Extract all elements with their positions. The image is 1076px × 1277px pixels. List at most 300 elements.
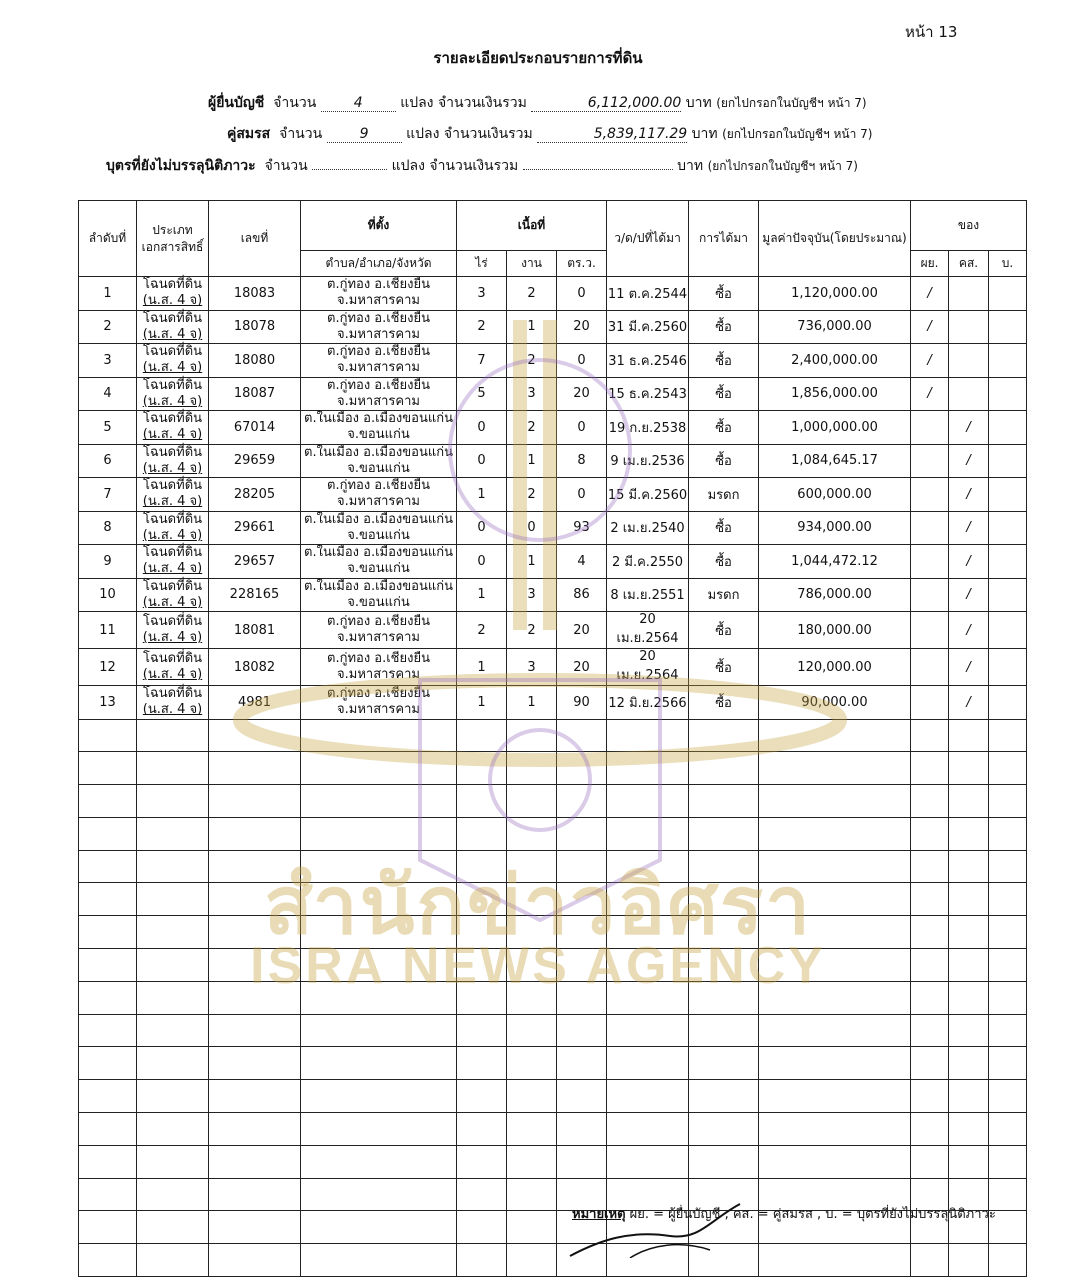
doc-type: [137, 649, 209, 686]
area-ngan: [507, 719, 557, 752]
header-location-sub: ตำบล/อำเภอ/จังหวัด: [301, 251, 457, 277]
owner-declarant-mark: [911, 1047, 949, 1080]
acquired-date: [607, 1113, 689, 1146]
doc-type-line1: โฉนดที่ดิน: [142, 613, 203, 629]
location-line1: ต.ในเมือง อ.เมืองขอนแก่น: [304, 578, 453, 594]
table-row: [79, 444, 1027, 478]
current-value: 1,084,645.17: [759, 444, 911, 478]
owner-declarant-mark: [911, 649, 949, 686]
footnote-label: หมายเหตุ: [572, 1207, 626, 1222]
area-rai: [457, 785, 507, 818]
empty-row: [79, 1047, 1027, 1080]
current-value: 600,000.00: [759, 478, 911, 512]
row-no: 1: [79, 277, 137, 311]
row-no: [79, 1145, 137, 1178]
area-rai: [457, 1014, 507, 1047]
doc-number: 29659: [209, 444, 301, 478]
plot-count: [312, 169, 387, 170]
row-no: 4: [79, 377, 137, 411]
empty-row: [79, 1113, 1027, 1146]
current-value: 934,000.00: [759, 511, 911, 545]
current-value: 1,044,472.12: [759, 545, 911, 579]
header-doc-no: เลขที่: [209, 201, 301, 277]
acquisition-method: [689, 1080, 759, 1113]
location: [301, 785, 457, 818]
area-rai: 0: [457, 545, 507, 579]
location-line1: ต.ในเมือง อ.เมืองขอนแก่น: [304, 511, 453, 527]
row-no: [79, 1178, 137, 1211]
row-no: [79, 752, 137, 785]
acquisition-method: มรดก: [689, 578, 759, 612]
header-value: มูลค่าปัจจุบัน(โดยประมาณ): [759, 201, 911, 277]
owner-spouse-mark: [949, 1244, 989, 1277]
doc-number: 4981: [209, 686, 301, 720]
header-owner-spouse: คส.: [949, 251, 989, 277]
area-ngan: [507, 752, 557, 785]
doc-type-line2: (น.ส. 4 จ): [142, 393, 203, 409]
owner-spouse-mark: /: [949, 478, 989, 512]
current-value: [759, 1145, 911, 1178]
current-value: [759, 1080, 911, 1113]
doc-type-line1: โฉนดที่ดิน: [142, 444, 203, 460]
owner-child-mark: [989, 1244, 1027, 1277]
table-row: [79, 344, 1027, 378]
location-line2: จ.ขอนแก่น: [347, 527, 410, 543]
area-ngan: [507, 1145, 557, 1178]
area-rai: [457, 752, 507, 785]
doc-number: 29657: [209, 545, 301, 579]
acquired-date: [607, 719, 689, 752]
doc-number: 28205: [209, 478, 301, 512]
acquisition-method: ซื้อ: [689, 511, 759, 545]
carry-note: (ยกไปกรอกในบัญชีฯ หน้า 7): [722, 127, 873, 141]
acquisition-method: [689, 752, 759, 785]
doc-number: 228165: [209, 578, 301, 612]
doc-type: [137, 686, 209, 720]
location-line1: ต.ในเมือง อ.เมืองขอนแก่น: [304, 411, 453, 426]
land-table: [78, 200, 1027, 1277]
doc-number: [209, 752, 301, 785]
header-no: ลำดับที่: [79, 201, 137, 277]
row-no: 11: [79, 612, 137, 649]
current-value: [759, 1047, 911, 1080]
location-line2: จ.มหาสารคาม: [337, 494, 420, 510]
location: [301, 1014, 457, 1047]
doc-number: [209, 1178, 301, 1211]
table-row: [79, 686, 1027, 720]
table-row: [79, 478, 1027, 512]
acquisition-method: ซื้อ: [689, 686, 759, 720]
doc-type: [137, 1113, 209, 1146]
owner-child-mark: [989, 444, 1027, 478]
current-value: 120,000.00: [759, 649, 911, 686]
doc-type: [137, 1047, 209, 1080]
doc-number: [209, 1047, 301, 1080]
owner-declarant-mark: [911, 686, 949, 720]
owner-declarant-mark: [911, 545, 949, 579]
acquisition-method: [689, 719, 759, 752]
location: [301, 511, 457, 545]
area-ngan: 2: [507, 344, 557, 378]
row-no: 6: [79, 444, 137, 478]
doc-type: [137, 612, 209, 649]
location: [301, 478, 457, 512]
area-rai: [457, 1178, 507, 1211]
acquisition-method: ซื้อ: [689, 277, 759, 311]
owner-declarant-mark: /: [911, 277, 949, 311]
current-value: [759, 719, 911, 752]
location-line1: ต.กู่ทอง อ.เชียงยืน: [327, 277, 430, 292]
area-ngan: 3: [507, 377, 557, 411]
acquired-date: 31 มี.ค.2560: [607, 310, 689, 344]
area-wa: 4: [557, 545, 607, 579]
summary-label: คู่สมรส: [227, 126, 271, 142]
area-ngan: [507, 1211, 557, 1244]
owner-child-mark: [989, 1047, 1027, 1080]
owner-child-mark: [989, 545, 1027, 579]
doc-type-line1: โฉนดที่ดิน: [142, 545, 203, 560]
owner-child-mark: [989, 377, 1027, 411]
current-value: [759, 1113, 911, 1146]
area-wa: 8: [557, 444, 607, 478]
area-ngan: 3: [507, 649, 557, 686]
owner-child-mark: [989, 1145, 1027, 1178]
owner-declarant-mark: [911, 411, 949, 445]
table-row: [79, 277, 1027, 311]
area-rai: 0: [457, 511, 507, 545]
doc-type: [137, 752, 209, 785]
plot-count: 9: [327, 126, 402, 143]
table-row: [79, 612, 1027, 649]
doc-type-line2: (น.ส. 4 จ): [142, 594, 203, 610]
doc-type-line1: โฉนดที่ดิน: [142, 478, 203, 493]
area-rai: [457, 1080, 507, 1113]
location: [301, 545, 457, 579]
current-value: 180,000.00: [759, 612, 911, 649]
doc-type: [137, 444, 209, 478]
header-rai: ไร่: [457, 251, 507, 277]
summary-spouse: [227, 123, 873, 145]
owner-child-mark: [989, 752, 1027, 785]
doc-type: [137, 511, 209, 545]
location: [301, 1211, 457, 1244]
location-line2: จ.มหาสารคาม: [337, 293, 420, 309]
acquired-date: [607, 752, 689, 785]
total-label: จำนวนเงินรวม: [437, 95, 527, 111]
area-ngan: [507, 1014, 557, 1047]
header-owner-declarant: ผย.: [911, 251, 949, 277]
location-line2: จ.มหาสารคาม: [337, 326, 420, 342]
owner-declarant-mark: [911, 752, 949, 785]
area-ngan: [507, 785, 557, 818]
area-ngan: 1: [507, 545, 557, 579]
summary-label: ผู้ยื่นบัญชี: [208, 95, 265, 111]
owner-spouse-mark: /: [949, 511, 989, 545]
acquired-date: 11 ต.ค.2544: [607, 277, 689, 311]
owner-spouse-mark: /: [949, 612, 989, 649]
doc-type: [137, 1178, 209, 1211]
acquired-date: 20 เม.ย.2564: [607, 649, 689, 686]
acquisition-method: ซื้อ: [689, 649, 759, 686]
acquisition-method: ซื้อ: [689, 377, 759, 411]
doc-type-line2: (น.ส. 4 จ): [142, 527, 203, 543]
row-no: [79, 1080, 137, 1113]
current-value: 1,856,000.00: [759, 377, 911, 411]
owner-spouse-mark: [949, 785, 989, 818]
table-row: [79, 578, 1027, 612]
location: [301, 1047, 457, 1080]
header-ngan: งาน: [507, 251, 557, 277]
area-ngan: 0: [507, 511, 557, 545]
doc-type-line2: (น.ส. 4 จ): [142, 427, 203, 443]
area-wa: 20: [557, 612, 607, 649]
owner-child-mark: [989, 649, 1027, 686]
location-line1: ต.กู่ทอง อ.เชียงยืน: [327, 478, 430, 493]
doc-type-line2: (น.ส. 4 จ): [142, 460, 203, 476]
empty-row: [79, 719, 1027, 752]
acquired-date: 2 มี.ค.2550: [607, 545, 689, 579]
location-line2: จ.ขอนแก่น: [347, 427, 410, 443]
doc-type: [137, 277, 209, 311]
acquired-date: 12 มิ.ย.2566: [607, 686, 689, 720]
owner-spouse-mark: [949, 752, 989, 785]
empty-row: [79, 1244, 1027, 1277]
doc-number: 18083: [209, 277, 301, 311]
summary-declarant: [208, 92, 867, 114]
owner-declarant-mark: [911, 785, 949, 818]
doc-type-line1: โฉนดที่ดิน: [142, 277, 203, 292]
doc-number: [209, 785, 301, 818]
owner-declarant-mark: [911, 1014, 949, 1047]
doc-number: 67014: [209, 411, 301, 445]
current-value: [759, 785, 911, 818]
location-line2: จ.ขอนแก่น: [347, 561, 410, 577]
header-doc-type: ประเภทเอกสารสิทธิ์: [137, 201, 209, 277]
owner-declarant-mark: [911, 612, 949, 649]
location: [301, 752, 457, 785]
acquired-date: 9 เม.ย.2536: [607, 444, 689, 478]
owner-spouse-mark: [949, 277, 989, 311]
unit-label: แปลง: [406, 126, 440, 142]
owner-spouse-mark: [949, 377, 989, 411]
area-rai: 1: [457, 478, 507, 512]
owner-spouse-mark: [949, 1047, 989, 1080]
location-line2: จ.มหาสารคาม: [337, 630, 420, 645]
acquired-date: 20 เม.ย.2564: [607, 612, 689, 649]
area-rai: 1: [457, 649, 507, 686]
header-acquired: การได้มา: [689, 201, 759, 277]
doc-number: [209, 719, 301, 752]
location: [301, 277, 457, 311]
acquired-date: 2 เม.ย.2540: [607, 511, 689, 545]
empty-row: [79, 1014, 1027, 1047]
owner-spouse-mark: /: [949, 545, 989, 579]
header-area: เนื้อที่: [457, 201, 607, 251]
table-row: [79, 377, 1027, 411]
owner-declarant-mark: [911, 444, 949, 478]
doc-number: 18087: [209, 377, 301, 411]
area-ngan: [507, 1047, 557, 1080]
location-line1: ต.กู่ทอง อ.เชียงยืน: [327, 377, 430, 393]
carry-note: (ยกไปกรอกในบัญชีฯ หน้า 7): [716, 96, 867, 110]
area-wa: 90: [557, 686, 607, 720]
owner-child-mark: [989, 719, 1027, 752]
row-no: [79, 1211, 137, 1244]
unit-label: แปลง: [400, 95, 434, 111]
doc-type: [137, 411, 209, 445]
doc-type: [137, 1211, 209, 1244]
location: [301, 310, 457, 344]
area-wa: 20: [557, 310, 607, 344]
location: [301, 578, 457, 612]
doc-type: [137, 478, 209, 512]
location: [301, 686, 457, 720]
area-ngan: 1: [507, 444, 557, 478]
owner-spouse-mark: /: [949, 649, 989, 686]
owner-declarant-mark: /: [911, 377, 949, 411]
owner-spouse-mark: [949, 1080, 989, 1113]
owner-declarant-mark: [911, 1113, 949, 1146]
owner-child-mark: [989, 686, 1027, 720]
watermark-english: ISRA NEWS AGENCY: [250, 937, 826, 995]
acquisition-method: [689, 785, 759, 818]
location: [301, 1145, 457, 1178]
owner-child-mark: [989, 310, 1027, 344]
area-rai: 1: [457, 578, 507, 612]
owner-declarant-mark: [911, 719, 949, 752]
signature: [560, 1200, 760, 1258]
area-wa: 0: [557, 411, 607, 445]
acquired-date: [607, 1080, 689, 1113]
doc-type-line1: โฉนดที่ดิน: [142, 511, 203, 527]
total-amount: 5,839,117.29: [537, 126, 687, 143]
owner-spouse-mark: [949, 344, 989, 378]
acquired-date: [607, 1014, 689, 1047]
area-wa: 0: [557, 277, 607, 311]
location: [301, 411, 457, 445]
doc-number: [209, 1145, 301, 1178]
doc-type-line2: (น.ส. 4 จ): [142, 561, 203, 577]
acquisition-method: [689, 1113, 759, 1146]
acquired-date: [607, 785, 689, 818]
table-row: [79, 411, 1027, 445]
location: [301, 1178, 457, 1211]
location-line2: จ.มหาสารคาม: [337, 360, 420, 376]
area-rai: 2: [457, 612, 507, 649]
doc-type-line2: (น.ส. 4 จ): [142, 630, 203, 645]
acquisition-method: ซื้อ: [689, 344, 759, 378]
location: [301, 649, 457, 686]
current-value: 1,000,000.00: [759, 411, 911, 445]
doc-type: [137, 545, 209, 579]
current-value: [759, 752, 911, 785]
acquisition-method: [689, 1047, 759, 1080]
current-value: 90,000.00: [759, 686, 911, 720]
location: [301, 377, 457, 411]
area-wa: [557, 1113, 607, 1146]
empty-row: [79, 1145, 1027, 1178]
location: [301, 719, 457, 752]
owner-child-mark: [989, 785, 1027, 818]
doc-type: [137, 344, 209, 378]
doc-type: [137, 578, 209, 612]
doc-number: 18081: [209, 612, 301, 649]
currency-label: บาท: [677, 158, 704, 174]
area-rai: [457, 1244, 507, 1277]
count-label: จำนวน: [264, 158, 308, 174]
row-no: [79, 1244, 137, 1277]
row-no: 3: [79, 344, 137, 378]
doc-type-line2: (น.ส. 4 จ): [142, 360, 203, 376]
area-wa: 0: [557, 478, 607, 512]
owner-spouse-mark: [949, 1145, 989, 1178]
row-no: 12: [79, 649, 137, 686]
acquired-date: [607, 1145, 689, 1178]
doc-number: [209, 1014, 301, 1047]
location-line1: ต.ในเมือง อ.เมืองขอนแก่น: [304, 444, 453, 460]
owner-child-mark: [989, 478, 1027, 512]
acquired-date: 15 มี.ค.2560: [607, 478, 689, 512]
area-ngan: [507, 1113, 557, 1146]
area-ngan: [507, 1178, 557, 1211]
owner-spouse-mark: /: [949, 578, 989, 612]
owner-child-mark: [989, 277, 1027, 311]
header-location: ที่ตั้ง: [301, 201, 457, 251]
row-no: 2: [79, 310, 137, 344]
location: [301, 1080, 457, 1113]
doc-type: [137, 377, 209, 411]
row-no: 9: [79, 545, 137, 579]
location: [301, 444, 457, 478]
doc-number: 18078: [209, 310, 301, 344]
location: [301, 1113, 457, 1146]
location-line1: ต.กู่ทอง อ.เชียงยืน: [327, 686, 430, 701]
area-wa: 93: [557, 511, 607, 545]
area-wa: [557, 1047, 607, 1080]
acquisition-method: มรดก: [689, 478, 759, 512]
owner-declarant-mark: /: [911, 310, 949, 344]
doc-type-line1: โฉนดที่ดิน: [142, 377, 203, 393]
current-value: 1,120,000.00: [759, 277, 911, 311]
area-ngan: 2: [507, 478, 557, 512]
doc-number: [209, 1244, 301, 1277]
owner-spouse-mark: /: [949, 411, 989, 445]
acquired-date: [607, 1047, 689, 1080]
total-amount: [523, 169, 673, 170]
area-ngan: [507, 1244, 557, 1277]
owner-child-mark: [989, 511, 1027, 545]
area-ngan: 2: [507, 277, 557, 311]
owner-declarant-mark: /: [911, 344, 949, 378]
row-no: 5: [79, 411, 137, 445]
area-wa: 86: [557, 578, 607, 612]
row-no: [79, 1113, 137, 1146]
area-wa: [557, 1145, 607, 1178]
location-line1: ต.ในเมือง อ.เมืองขอนแก่น: [304, 545, 453, 560]
owner-spouse-mark: /: [949, 686, 989, 720]
current-value: [759, 1244, 911, 1277]
page-number: หน้า 13: [905, 23, 958, 41]
doc-type-line2: (น.ส. 4 จ): [142, 494, 203, 510]
count-label: จำนวน: [279, 126, 323, 142]
doc-number: 18082: [209, 649, 301, 686]
area-rai: 3: [457, 277, 507, 311]
acquisition-method: ซื้อ: [689, 612, 759, 649]
doc-type: [137, 310, 209, 344]
doc-type-line2: (น.ส. 4 จ): [142, 702, 203, 718]
current-value: [759, 1014, 911, 1047]
area-ngan: 2: [507, 411, 557, 445]
